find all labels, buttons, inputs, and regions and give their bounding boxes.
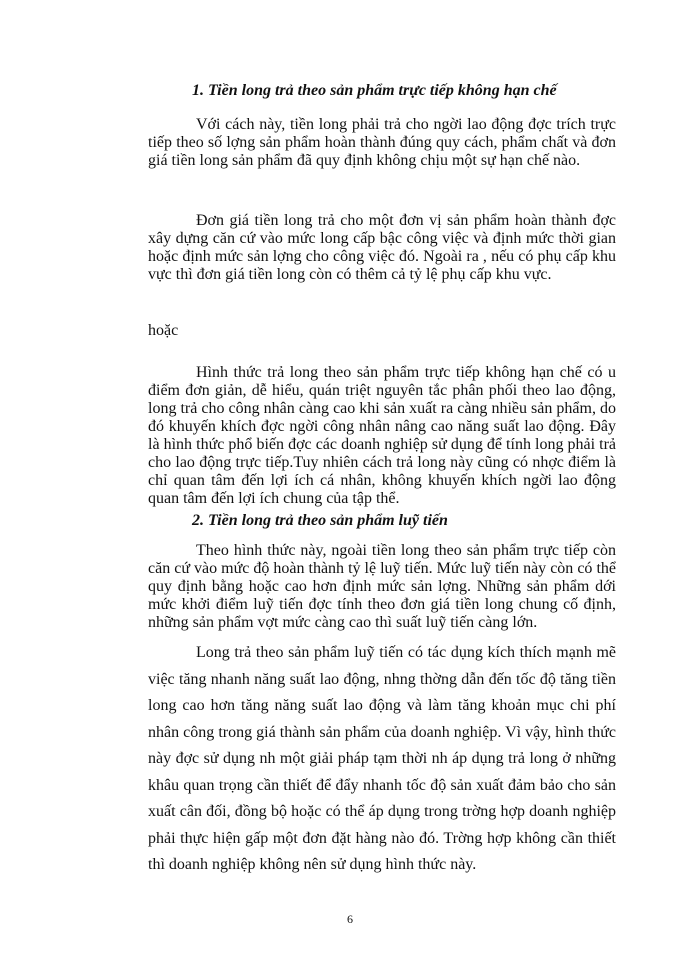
paragraph-4-text: Theo hình thức này, ngoài tiền long theo sản phẩm trực tiếp còn căn cứ vào mức độ hoàn thành tỷ lệ luỹ tiến. Mức luỹ tiến này còn có thể quy định bằng hoặc cao hơn định mức sản lợng. Những sản phẩm dới mức khởi điểm luỹ tiến đợc tính theo đơn giá tiền long chung cố định, những sản phẩm vợt mức càng cao thì suất luỹ tiến càng lớn. [148, 542, 616, 631]
paragraph-5-text: Long trả theo sản phẩm luỹ tiến có tác dụng kích thích mạnh mẽ việc tăng nhanh năng suất lao động, nhng thờng dẫn đến tốc độ tăng tiền long cao hơn tăng năng suất lao động và làm tăng khoản mục chi phí nhân công trong giá thành sản phẩm của doanh nghiệp. Vì vậy, hình thức này đợc sử dụng nh một giải pháp tạm thời nh áp dụng trả long ở những khâu quan trọng cần thiết để đẩy nhanh tốc độ sản xuất đảm bảo cho sản xuất cân đối, đồng bộ hoặc có thể áp dụng trong trờng hợp doanh nghiệp phải thực hiện gấp một đơn đặt hàng nào đó. Trờng hợp không cần thiết thì doanh nghiệp không nên sử dụng hình thức này. [148, 644, 616, 873]
paragraph-4 [148, 542, 616, 632]
paragraph-3-text: Hình thức trả long theo sản phẩm trực tiếp không hạn chế có u điểm đơn giản, dễ hiểu, quán triệt nguyên tắc phân phối theo lao động, long trả cho công nhân càng cao khi sản xuất ra càng nhiều sản phẩm, do đó khuyến khích đợc ngời công nhân nâng cao năng suất lao động. Đây là hình thức phổ biến đợc các doanh nghiệp sử dụng để tính long phải trả cho lao động trực tiếp.Tuy nhiên cách trả long này cũng có nhợc điểm là chỉ quan tâm đến lợi ích cá nhân, không khuyến khích ngời lao động quan tâm đến lợi ích chung của tập thể. [148, 364, 616, 507]
paragraph-1-text: Với cách này, tiền long phải trả cho ngời lao động đợc trích trực tiếp theo số lợng sản phẩm hoàn thành đúng quy cách, phẩm chất và đơn giá tiền long sản phẩm đã quy định không chịu một sự hạn chế nào. [148, 116, 616, 169]
paragraph-2 [148, 212, 616, 284]
paragraph-3 [148, 364, 616, 508]
section-heading-2: 2. Tiền long trả theo sản phẩm luỹ tiến [192, 512, 448, 529]
paragraph-2-text: Đơn giá tiền long trả cho một đơn vị sản phẩm hoàn thành đợc xây dựng căn cứ vào mức long cấp bậc công việc và định mức thời gian hoặc định mức sản lợng cho công việc đó. Ngoài ra , nếu có phụ cấp khu vực thì đơn giá tiền long còn có thêm cả tỷ lệ phụ cấp khu vực. [148, 212, 616, 283]
page-number: 6 [347, 912, 353, 926]
label-hoac: hoặc [148, 322, 179, 339]
section-heading-1: 1. Tiền long trả theo sản phẩm trực tiếp không hạn chế [192, 82, 557, 99]
paragraph-5 [148, 640, 616, 879]
paragraph-1 [148, 116, 616, 170]
